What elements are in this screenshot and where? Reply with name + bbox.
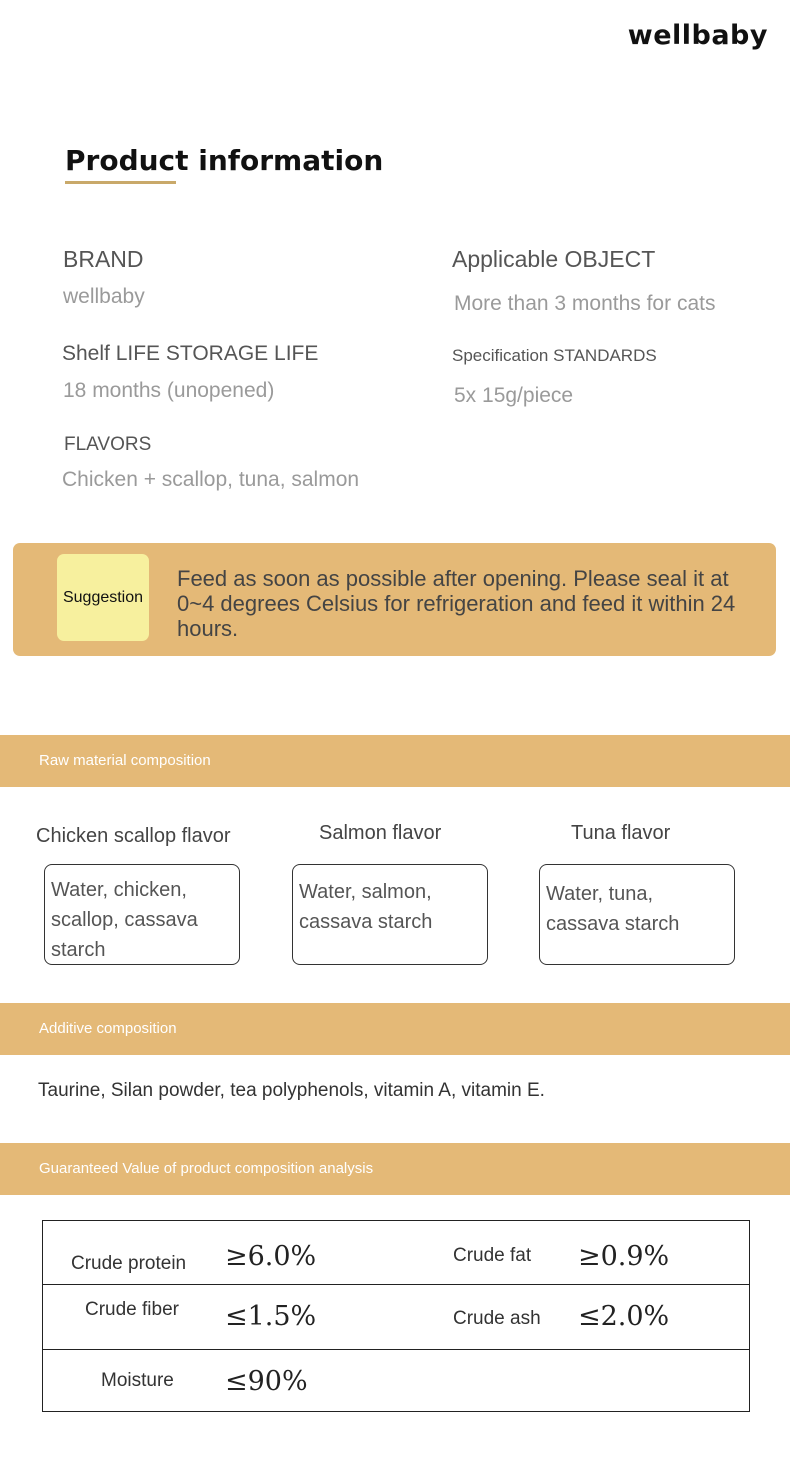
row-divider (43, 1349, 749, 1350)
analysis-header (0, 1143, 790, 1195)
ingredients-chicken-scallop: Water, chicken, scallop, cassava starch (44, 864, 240, 965)
flavor-name-tuna: Tuna flavor (571, 822, 671, 844)
additive-header (0, 1003, 790, 1055)
nutrient-name: Crude ash (453, 1308, 541, 1329)
object-label: Applicable OBJECT (452, 246, 656, 272)
nutrient-name: Moisture (101, 1370, 174, 1391)
analysis-table (42, 1220, 750, 1412)
nutrient-value: ≤90% (225, 1366, 308, 1397)
nutrient-value: ≥0.9% (578, 1241, 670, 1272)
row-divider (43, 1284, 749, 1285)
additive-text: Taurine, Silan powder, tea polyphenols, vitamin A, vitamin E. (38, 1080, 545, 1101)
raw-material-header-text: Raw material composition (39, 752, 211, 769)
nutrient-value: ≥6.0% (225, 1241, 317, 1272)
object-value: More than 3 months for cats (454, 292, 716, 315)
nutrient-name: Crude fiber (85, 1299, 179, 1320)
spec-label: Specification STANDARDS (452, 346, 657, 365)
analysis-header-text: Guaranteed Value of product composition analysis (39, 1160, 374, 1177)
ingredients-tuna: Water, tuna, cassava starch (539, 864, 735, 965)
raw-material-header (0, 735, 790, 787)
additive-header-text: Additive composition (39, 1020, 177, 1037)
nutrient-value: ≤1.5% (225, 1301, 317, 1332)
nutrient-name: Crude protein (71, 1253, 187, 1274)
flavors-value: Chicken + scallop, tuna, salmon (62, 468, 360, 491)
nutrient-value: ≤2.0% (578, 1301, 670, 1332)
flavors-label: FLAVORS (64, 434, 152, 455)
title-underline (65, 181, 176, 184)
suggestion-text: Feed as soon as possible after opening. Please seal it at 0~4 degrees Celsius for refrigeration and feed it within 24 hours. (177, 566, 736, 641)
spec-value: 5x 15g/piece (454, 384, 574, 407)
brand-value: wellbaby (63, 285, 145, 308)
brand-logo: wellbaby (627, 20, 768, 51)
flavor-name-salmon: Salmon flavor (319, 822, 442, 844)
shelf-label: Shelf LIFE STORAGE LIFE (62, 342, 319, 365)
section-title: Product information (65, 144, 384, 177)
flavor-name-chicken-scallop: Chicken scallop flavor (36, 825, 231, 847)
nutrient-name: Crude fat (453, 1245, 532, 1266)
shelf-value: 18 months (unopened) (63, 379, 275, 402)
brand-label: BRAND (63, 246, 144, 272)
ingredients-salmon: Water, salmon, cassava starch (292, 864, 488, 965)
suggestion-label: Suggestion (57, 554, 149, 641)
